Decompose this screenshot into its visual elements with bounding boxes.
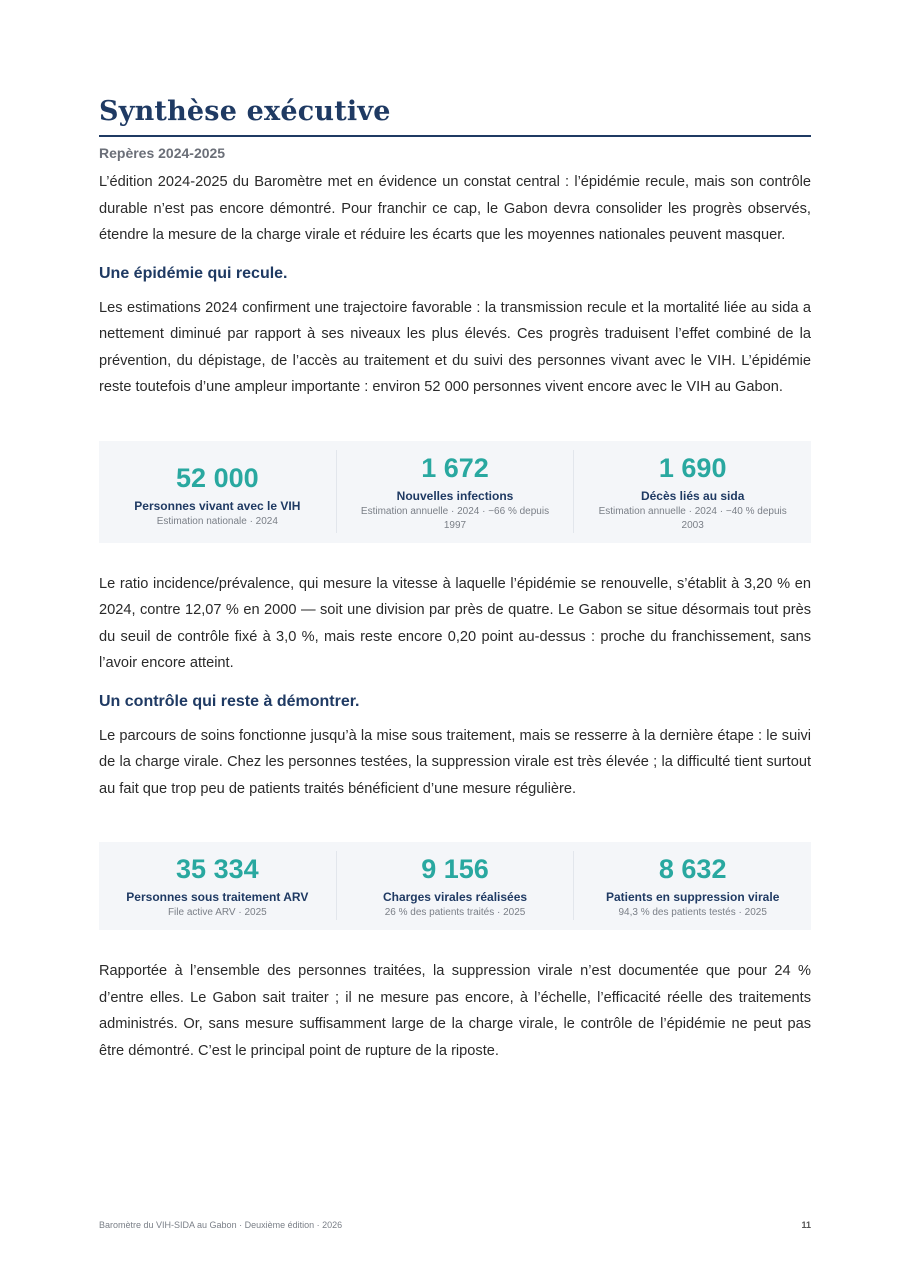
- document-page: [99, 96, 811, 1064]
- stat-label: Nouvelles infections: [396, 488, 514, 503]
- stat-note: Estimation nationale · 2024: [156, 515, 278, 527]
- section-paragraph-control: Le parcours de soins fonctionne jusqu’à la mise sous traitement, mais se resserre à la dernière étape : le suivi de la charge virale. Chez les personnes testées, la suppression virale est très élevée ; la difficulté tient surtout au fait que trop peu de patients traités bénéficient d’une mesure régulière.: [99, 727, 811, 797]
- stat-value: 35 334: [176, 854, 259, 884]
- closing-paragraph: Rapportée à l’ensemble des personnes traitées, la suppression virale n’est documentée que pour 24 % d’entre elles. Le Gabon sait traiter ; il ne mesure pas encore, à l’échelle, l’efficacité réelle des traitements administrés. Or, sans mesure suffisamment large de la charge virale, le contrôle de l’épidémie ne peut pas être démontré. C’est le principal point de rupture de la riposte.: [99, 963, 811, 1059]
- stat-value: 1 672: [421, 452, 489, 483]
- intro-paragraph: L’édition 2024-2025 du Baromètre met en évidence un constat central : l’épidémie recule, mais son contrôle durable n’est pas encore démontré. Pour franchir ce cap, le Gabon devra consolider les progrès observés, étendre la mesure de la charge virale et réduire les écarts que les moyennes nationales peuvent masquer.: [99, 174, 811, 243]
- section-paragraph-epidemic: Les estimations 2024 confirment une trajectoire favorable : la transmission recule et la mortalité liée au sida a nettement diminué par rapport à ses niveaux les plus élevés. Ces progrès traduisent l’effet combiné de la prévention, du dépistage, de l’accès au traitement et du suivi des personnes vivant avec le VIH. L’épidémie reste toutefois d’une ampleur importante : environ 52 000 personnes vivent encore avec le VIH au Gabon.: [99, 299, 811, 395]
- stat-value: 52 000: [176, 462, 259, 493]
- stat-value: 1 690: [658, 452, 727, 483]
- stat-label: Décès liés au sida: [640, 488, 745, 503]
- page-footer: [99, 1220, 811, 1230]
- page-subtitle: Repères 2024-2025: [99, 145, 226, 161]
- section-heading-epidemic: Une épidémie qui recule.: [99, 264, 288, 282]
- page-number: 11: [801, 1220, 811, 1230]
- stat-card-aids-deaths: [573, 450, 811, 533]
- page-title: Synthèse exécutive: [99, 96, 811, 137]
- stat-value: 9 156: [421, 854, 489, 884]
- stat-label: Personnes vivant avec le VIH: [134, 498, 301, 513]
- stat-label: Charges virales réalisées: [382, 890, 528, 904]
- section-heading-control: Un contrôle qui reste à démontrer.: [99, 692, 360, 710]
- stat-note: Estimation annuelle · 2024 · −66 % depuis 1997: [360, 505, 550, 531]
- key-figures-panel-treatment: [99, 842, 811, 930]
- stat-label: Personnes sous traitement ARV: [126, 890, 309, 904]
- key-figures-panel-epidemic: [99, 441, 811, 543]
- stat-card-new-infections: [336, 450, 574, 533]
- stat-note: 94,3 % des patients testés · 2025: [618, 907, 767, 918]
- stat-note: 26 % des patients traités · 2025: [384, 907, 526, 918]
- stat-card-viral-suppression: [573, 851, 811, 920]
- ratio-paragraph: Le ratio incidence/prévalence, qui mesure la vitesse à laquelle l’épidémie se renouvelle, s’établit à 3,20 % en 2024, contre 12,07 % en 2000 — soit une division par près de quatre. Le Gabon se situe désormais tout près du seuil de contrôle fixé à 3,0 %, mais reste encore 0,20 point au-dessus : proche du franchissement, sans l’avoir encore atteint.: [99, 575, 811, 671]
- stat-note: Estimation annuelle · 2024 · −40 % depuis 2003: [598, 505, 787, 531]
- stat-card-viral-load-tests: [336, 851, 574, 920]
- footer-publication: Baromètre du VIH-SIDA au Gabon · Deuxième édition · 2026: [99, 1220, 343, 1230]
- stat-label: Patients en suppression virale: [605, 890, 780, 904]
- stat-value: 8 632: [658, 854, 727, 884]
- stat-note: File active ARV · 2025: [167, 907, 267, 918]
- stat-card-plhiv: [99, 450, 336, 533]
- stat-card-arv-treatment: [99, 851, 336, 920]
